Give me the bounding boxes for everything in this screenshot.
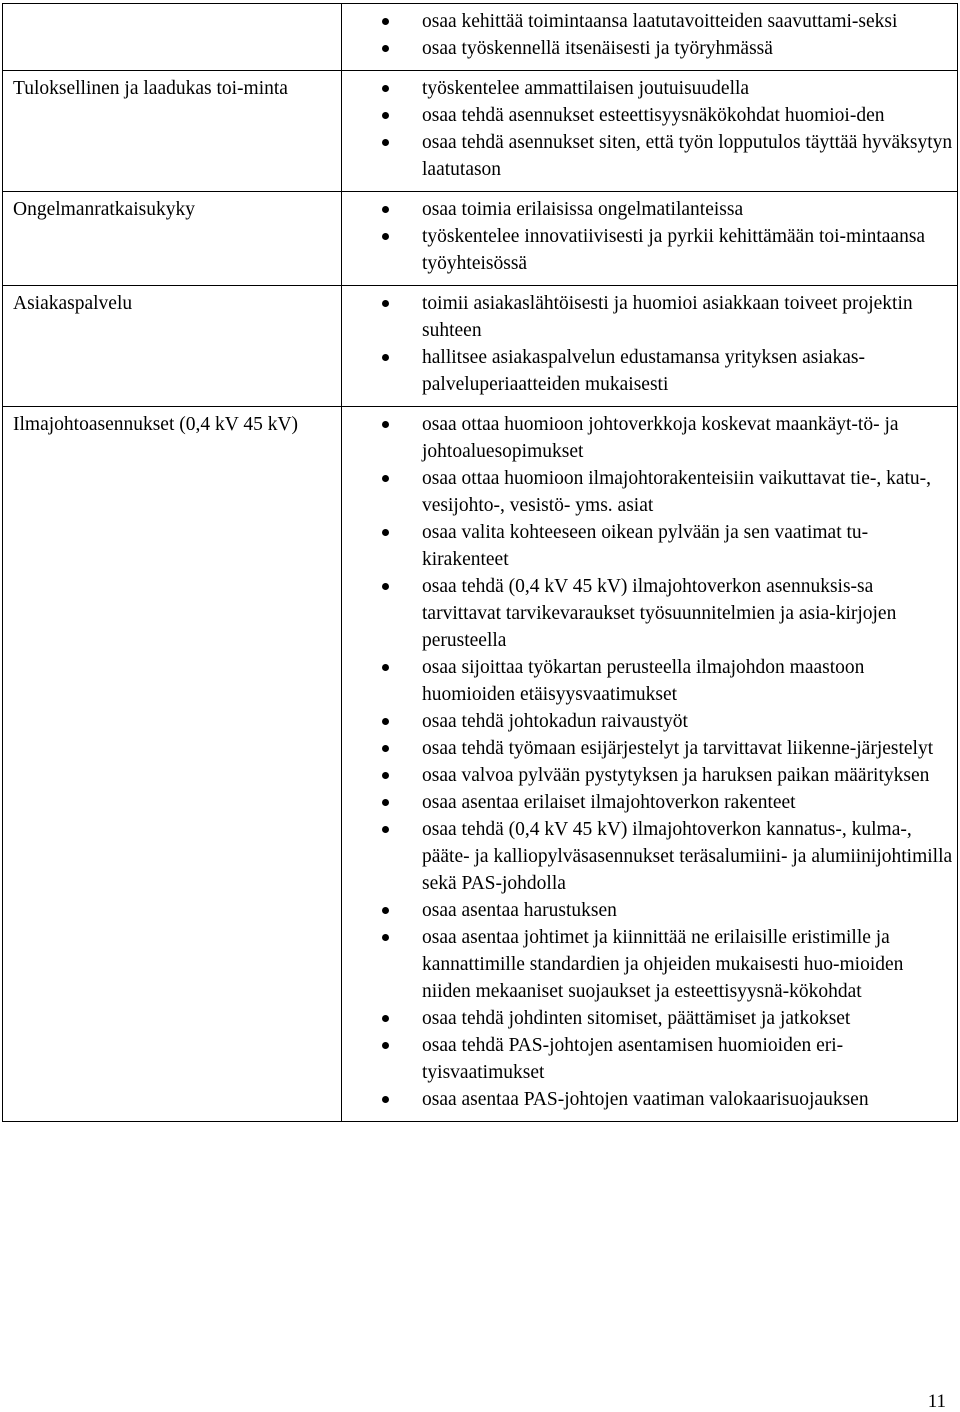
page-number: 11 — [927, 1391, 946, 1412]
criteria-list — [342, 411, 953, 1113]
list-item: osaa ottaa huomioon johtoverkkoja koskevat maankäyt-tö- ja johtoaluesopimukset — [342, 411, 953, 465]
list-item: osaa työskennellä itsenäisesti ja työryhmässä — [342, 35, 953, 62]
list-item: osaa asentaa johtimet ja kiinnittää ne erilaisille eristimille ja kannattimille standardien ja ohjeiden mukaisesti huo-mioiden niiden mekaaniset suojaukset ja esteettisyysnä-kökohdat — [342, 924, 953, 1005]
list-item: osaa kehittää toimintaansa laatutavoitteiden saavuttami-seksi — [342, 8, 953, 35]
list-item: osaa asentaa PAS-johtojen vaatiman valokaarisuojauksen — [342, 1086, 953, 1113]
list-item: osaa tehdä johdinten sitomiset, päättämiset ja jatkokset — [342, 1005, 953, 1032]
table-row — [3, 286, 958, 407]
list-item: osaa asentaa harustuksen — [342, 897, 953, 924]
list-item: hallitsee asiakaspalvelun edustamansa yrityksen asiakas-palveluperiaatteiden mukaisesti — [342, 344, 953, 398]
table-row — [3, 407, 958, 1122]
criteria-list — [342, 290, 953, 398]
criteria-cell — [342, 192, 958, 286]
list-item: osaa tehdä (0,4 kV 45 kV) ilmajohtoverkon asennuksis-sa tarvittavat tarvikevaraukset työsuunnitelmien ja asia-kirjojen perusteella — [342, 573, 953, 654]
target-cell: Ilmajohtoasennukset (0,4 kV 45 kV) — [3, 407, 342, 1122]
list-item: osaa valvoa pylvään pystytyksen ja haruksen paikan määrityksen — [342, 762, 953, 789]
target-cell: Ongelmanratkaisukyky — [3, 192, 342, 286]
list-item: osaa tehdä johtokadun raivaustyöt — [342, 708, 953, 735]
table-row — [3, 192, 958, 286]
target-cell: Asiakaspalvelu — [3, 286, 342, 407]
list-item: työskentelee innovatiivisesti ja pyrkii kehittämään toi-mintaansa työyhteisössä — [342, 223, 953, 277]
list-item: osaa tehdä asennukset esteettisyysnäkökohdat huomioi-den — [342, 102, 953, 129]
table-row — [3, 4, 958, 71]
table-row — [3, 71, 958, 192]
list-item: osaa sijoittaa työkartan perusteella ilmajohdon maastoon huomioiden etäisyysvaatimukset — [342, 654, 953, 708]
list-item: työskentelee ammattilaisen joutuisuudella — [342, 75, 953, 102]
criteria-cell — [342, 71, 958, 192]
target-cell — [3, 4, 342, 71]
criteria-list — [342, 75, 953, 183]
list-item: osaa asentaa erilaiset ilmajohtoverkon rakenteet — [342, 789, 953, 816]
list-item: osaa tehdä (0,4 kV 45 kV) ilmajohtoverkon kannatus-, kulma-, pääte- ja kalliopylväsasennukset teräsalumiini- ja alumiinijohtimilla sekä PAS-johdolla — [342, 816, 953, 897]
criteria-cell — [342, 4, 958, 71]
list-item: toimii asiakaslähtöisesti ja huomioi asiakkaan toiveet projektin suhteen — [342, 290, 953, 344]
criteria-cell — [342, 407, 958, 1122]
target-cell: Tuloksellinen ja laadukas toi-minta — [3, 71, 342, 192]
criteria-list — [342, 196, 953, 277]
criteria-list — [342, 8, 953, 62]
criteria-cell — [342, 286, 958, 407]
assessment-criteria-table — [2, 3, 958, 1122]
list-item: osaa valita kohteeseen oikean pylvään ja sen vaatimat tu-kirakenteet — [342, 519, 953, 573]
list-item: osaa toimia erilaisissa ongelmatilanteissa — [342, 196, 953, 223]
list-item: osaa ottaa huomioon ilmajohtorakenteisiin vaikuttavat tie-, katu-, vesijohto-, vesistö- yms. asiat — [342, 465, 953, 519]
list-item: osaa tehdä työmaan esijärjestelyt ja tarvittavat liikenne-järjestelyt — [342, 735, 953, 762]
table-body — [3, 4, 958, 1122]
list-item: osaa tehdä asennukset siten, että työn lopputulos täyttää hyväksytyn laatutason — [342, 129, 953, 183]
list-item: osaa tehdä PAS-johtojen asentamisen huomioiden eri-tyisvaatimukset — [342, 1032, 953, 1086]
